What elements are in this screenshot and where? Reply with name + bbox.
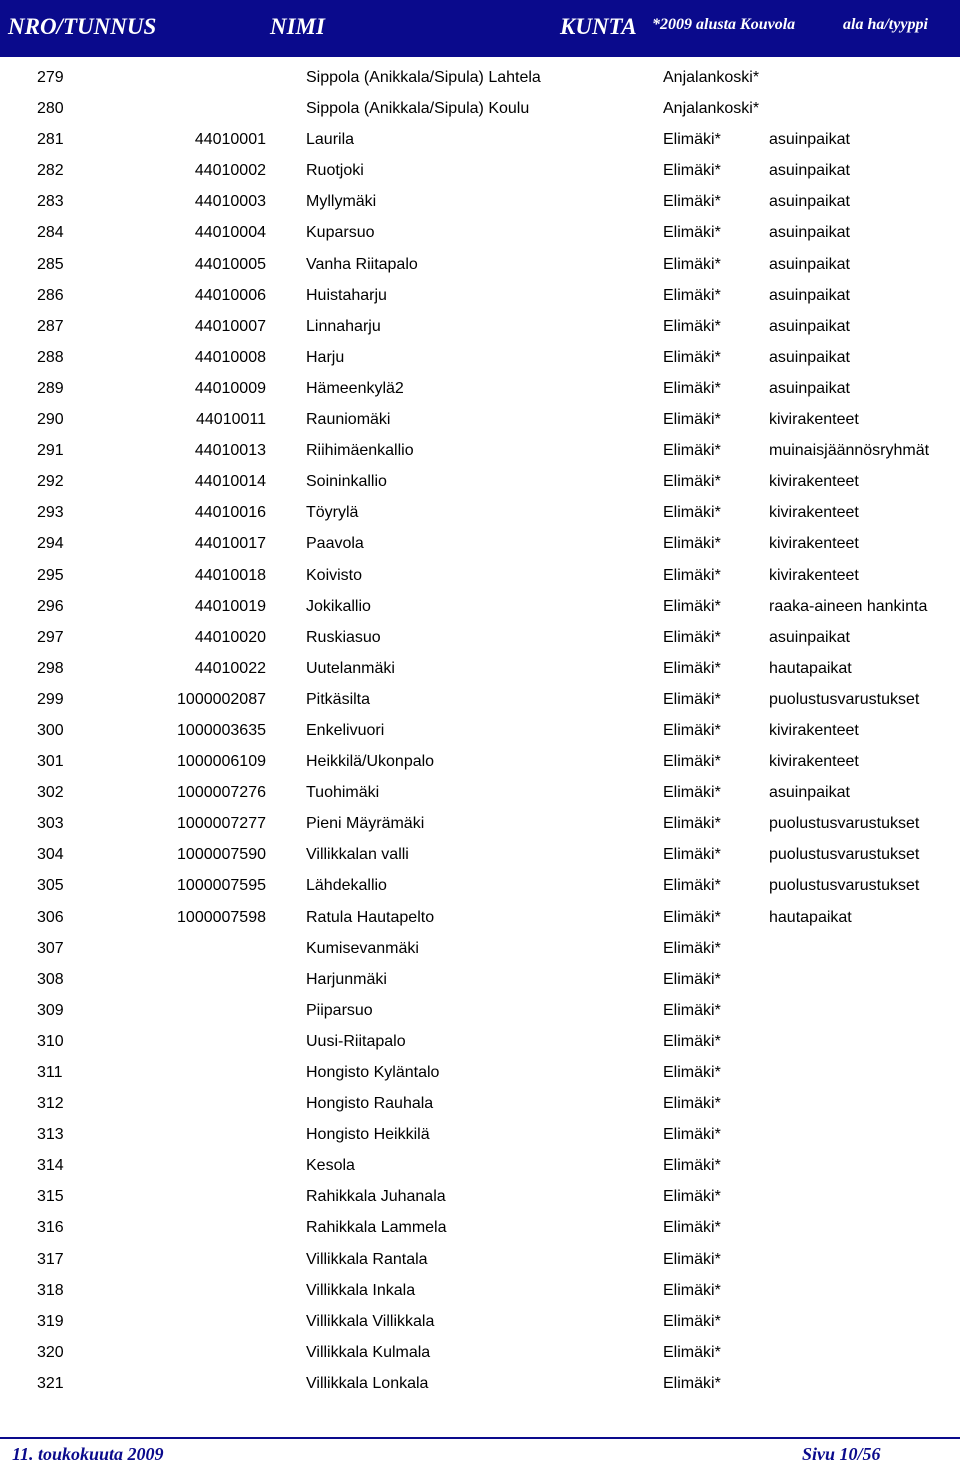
municipality: Elimäki* [663, 473, 721, 491]
site-name: Piiparsuo [306, 1001, 373, 1019]
site-name: Hongisto Heikkilä [306, 1126, 430, 1144]
table-row [0, 466, 960, 497]
row-number: 312 [37, 1095, 64, 1113]
site-id: 44010008 [194, 348, 266, 366]
municipality: Elimäki* [663, 504, 721, 522]
municipality: Elimäki* [663, 1064, 721, 1081]
site-id: 1000007595 [177, 877, 266, 895]
row-number: 293 [37, 504, 64, 522]
site-name: Ruskiasuo [306, 628, 381, 646]
site-name: Pitkäsilta [306, 690, 371, 708]
municipality: Elimäki* [663, 1312, 721, 1330]
site-id: 1000003635 [177, 721, 266, 739]
site-type: asuinpaikat [769, 224, 850, 242]
site-type: asuinpaikat [769, 255, 850, 273]
municipality: Elimäki* [663, 1157, 721, 1175]
site-type: hautapaikat [769, 659, 852, 677]
site-id: 44010006 [194, 286, 266, 304]
table-row [0, 435, 960, 466]
municipality: Elimäki* [663, 784, 721, 802]
row-number: 297 [37, 628, 64, 646]
municipality: Anjalankoski* [663, 100, 760, 118]
column-header-note: *2009 alusta Kouvola [652, 16, 796, 33]
row-number: 288 [37, 348, 64, 366]
site-name: Myllymäki [306, 193, 377, 211]
site-type: kivirakenteet [769, 721, 859, 739]
municipality: Elimäki* [663, 659, 721, 677]
site-list [0, 62, 960, 1399]
site-name: Sippola (Anikkala/Sipula) Lahtela [306, 69, 541, 86]
table-row [0, 715, 960, 746]
municipality: Elimäki* [663, 348, 721, 366]
site-name: Ratula Hautapelto [306, 908, 435, 926]
row-number: 302 [37, 784, 64, 802]
municipality: Elimäki* [663, 1188, 721, 1206]
site-name: Sippola (Anikkala/Sipula) Koulu [306, 100, 530, 118]
municipality: Elimäki* [663, 379, 721, 397]
table-row [0, 528, 960, 559]
row-number: 287 [37, 317, 64, 335]
column-header-nimi: NIMI [270, 14, 325, 39]
site-id: 1000002087 [177, 690, 266, 708]
row-number: 315 [37, 1188, 64, 1206]
site-id: 44010007 [194, 317, 266, 335]
site-name: Rauniomäki [306, 411, 391, 429]
table-row [0, 155, 960, 186]
footer-date: 11. toukokuuta 2009 [12, 1444, 164, 1464]
site-type: asuinpaikat [769, 286, 850, 304]
table-row [0, 870, 960, 901]
municipality: Elimäki* [663, 317, 721, 335]
row-number: 304 [37, 846, 64, 864]
site-type: puolustusvarustukset [769, 815, 920, 833]
table-row [0, 622, 960, 653]
site-id: 1000007277 [177, 815, 266, 833]
municipality: Elimäki* [663, 131, 721, 149]
site-type: kivirakenteet [769, 473, 859, 491]
municipality: Elimäki* [663, 224, 721, 242]
row-number: 285 [37, 255, 64, 273]
table-row [0, 1244, 960, 1275]
row-number: 303 [37, 815, 64, 833]
table-row [0, 1337, 960, 1368]
municipality: Elimäki* [663, 753, 721, 771]
site-type: asuinpaikat [769, 317, 850, 335]
row-number: 283 [37, 193, 64, 211]
row-number: 321 [37, 1374, 64, 1392]
site-name: Uusi-Riitapalo [306, 1032, 406, 1050]
municipality: Elimäki* [663, 255, 721, 273]
table-row [0, 217, 960, 248]
site-name: Uutelanmäki [306, 659, 395, 677]
site-id: 44010004 [194, 224, 266, 242]
row-number: 314 [37, 1157, 64, 1175]
site-name: Ruotjoki [306, 162, 364, 180]
site-id: 1000006109 [177, 753, 266, 771]
site-type: asuinpaikat [769, 348, 850, 366]
site-name: Villikkala Villikkala [306, 1312, 435, 1330]
table-row [0, 933, 960, 964]
site-type: kivirakenteet [769, 535, 859, 553]
table-row [0, 1306, 960, 1337]
municipality: Elimäki* [663, 442, 721, 460]
row-number: 281 [37, 131, 64, 149]
site-type: kivirakenteet [769, 504, 859, 522]
site-name: Lähdekallio [306, 877, 387, 895]
page-number: Sivu 10/56 [802, 1444, 881, 1464]
row-number: 305 [37, 877, 64, 895]
site-id: 44010005 [194, 255, 266, 273]
site-name: Linnaharju [306, 317, 381, 335]
site-type: asuinpaikat [769, 628, 850, 646]
table-row [0, 591, 960, 622]
column-header-tyyppi: ala ha/tyyppi [843, 16, 928, 33]
site-name: Harjunmäki [306, 970, 387, 988]
table-row [0, 404, 960, 435]
site-name: Kumisevanmäki [306, 939, 419, 957]
site-type: asuinpaikat [769, 131, 850, 149]
table-row [0, 497, 960, 528]
row-number: 292 [37, 473, 64, 491]
site-name: Rahikkala Juhanala [306, 1188, 446, 1206]
row-number: 301 [37, 753, 64, 771]
page-header [0, 0, 960, 57]
site-name: Villikkalan valli [306, 846, 409, 864]
site-name: Paavola [306, 535, 364, 553]
site-id: 1000007590 [177, 846, 266, 864]
municipality: Elimäki* [663, 1126, 721, 1144]
municipality: Elimäki* [663, 411, 721, 429]
row-number: 320 [37, 1343, 64, 1361]
table-row [0, 62, 960, 93]
municipality: Elimäki* [663, 1343, 721, 1361]
table-row [0, 995, 960, 1026]
municipality: Elimäki* [663, 566, 721, 584]
site-id: 44010003 [194, 193, 266, 211]
row-number: 286 [37, 286, 64, 304]
municipality: Elimäki* [663, 690, 721, 708]
table-row [0, 249, 960, 280]
site-name: Jokikallio [306, 597, 371, 615]
site-name: Kuparsuo [306, 224, 375, 242]
site-id: 44010020 [194, 628, 266, 646]
site-type: asuinpaikat [769, 784, 850, 802]
municipality: Elimäki* [663, 970, 721, 988]
municipality: Elimäki* [663, 1374, 721, 1392]
table-row [0, 964, 960, 995]
municipality: Anjalankoski* [663, 69, 760, 86]
table-row [0, 93, 960, 124]
table-row [0, 342, 960, 373]
table-row [0, 124, 960, 155]
table-row [0, 186, 960, 217]
row-number: 318 [37, 1281, 64, 1299]
site-name: Villikkala Rantala [306, 1250, 428, 1268]
site-type: asuinpaikat [769, 193, 850, 211]
site-name: Koivisto [306, 566, 363, 584]
row-number: 291 [37, 442, 64, 460]
site-type: hautapaikat [769, 908, 852, 926]
site-name: Huistaharju [306, 286, 387, 304]
municipality: Elimäki* [663, 1032, 721, 1050]
site-name: Pieni Mäyrämäki [306, 815, 425, 833]
site-type: puolustusvarustukset [769, 690, 920, 708]
site-type: asuinpaikat [769, 162, 850, 180]
site-name: Enkelivuori [306, 721, 385, 739]
site-name: Laurila [306, 131, 355, 149]
municipality: Elimäki* [663, 721, 721, 739]
table-row [0, 902, 960, 933]
municipality: Elimäki* [663, 908, 721, 926]
site-id: 44010002 [194, 162, 266, 180]
table-row [0, 1026, 960, 1057]
row-number: 313 [37, 1126, 64, 1144]
row-number: 279 [37, 69, 64, 86]
row-number: 299 [37, 690, 64, 708]
row-number: 280 [37, 100, 64, 118]
site-type: kivirakenteet [769, 566, 859, 584]
site-name: Kesola [306, 1157, 355, 1175]
site-type: asuinpaikat [769, 379, 850, 397]
column-header-nro: NRO/TUNNUS [8, 14, 157, 39]
site-name: Tuohimäki [306, 784, 380, 802]
site-name: Riihimäenkallio [306, 442, 414, 460]
municipality: Elimäki* [663, 286, 721, 304]
site-id: 44010009 [194, 379, 266, 397]
row-number: 298 [37, 659, 64, 677]
site-name: Soininkallio [306, 473, 387, 491]
row-number: 296 [37, 597, 64, 615]
table-row [0, 1181, 960, 1212]
municipality: Elimäki* [663, 1219, 721, 1237]
municipality: Elimäki* [663, 597, 721, 615]
table-row [0, 684, 960, 715]
site-name: Töyrylä [306, 504, 359, 522]
site-name: Hämeenkylä2 [306, 379, 404, 397]
table-row [0, 1212, 960, 1243]
table-row [0, 1057, 960, 1088]
row-number: 294 [37, 535, 64, 553]
row-number: 300 [37, 721, 64, 739]
table-row [0, 1150, 960, 1181]
site-type: muinaisjäännösryhmät [769, 442, 930, 460]
municipality: Elimäki* [663, 1095, 721, 1113]
municipality: Elimäki* [663, 1281, 721, 1299]
row-number: 282 [37, 162, 64, 180]
site-id: 44010014 [194, 473, 266, 491]
row-number: 284 [37, 224, 64, 242]
site-name: Harju [306, 348, 345, 366]
municipality: Elimäki* [663, 1250, 721, 1268]
municipality: Elimäki* [663, 815, 721, 833]
table-row [0, 280, 960, 311]
row-number: 289 [37, 379, 64, 397]
site-name: Heikkilä/Ukonpalo [306, 753, 435, 771]
municipality: Elimäki* [663, 939, 721, 957]
table-row [0, 777, 960, 808]
column-header-kunta: KUNTA [560, 14, 637, 39]
site-id: 44010001 [194, 131, 266, 149]
row-number: 309 [37, 1001, 64, 1019]
table-row [0, 1119, 960, 1150]
site-name: Rahikkala Lammela [306, 1219, 447, 1237]
municipality: Elimäki* [663, 193, 721, 211]
site-type: raaka-aineen hankinta [769, 597, 928, 615]
row-number: 290 [37, 411, 64, 429]
site-id: 1000007276 [177, 784, 266, 802]
site-type: puolustusvarustukset [769, 877, 920, 895]
site-id: 44010022 [194, 659, 266, 677]
row-number: 295 [37, 566, 64, 584]
site-name: Vanha Riitapalo [306, 255, 418, 273]
page-footer [0, 1437, 960, 1470]
table-row [0, 746, 960, 777]
table-row [0, 653, 960, 684]
municipality: Elimäki* [663, 877, 721, 895]
site-id: 1000007598 [177, 908, 266, 926]
row-number: 319 [37, 1312, 64, 1330]
site-id: 44010011 [196, 411, 266, 429]
site-name: Villikkala Kulmala [306, 1343, 431, 1361]
site-name: Villikkala Lonkala [306, 1374, 429, 1392]
table-row [0, 839, 960, 870]
site-id: 44010016 [194, 504, 266, 522]
row-number: 317 [37, 1250, 64, 1268]
site-id: 44010017 [194, 535, 266, 553]
site-type: kivirakenteet [769, 753, 859, 771]
table-row [0, 1368, 960, 1399]
site-id: 44010018 [194, 566, 266, 584]
municipality: Elimäki* [663, 628, 721, 646]
site-type: puolustusvarustukset [769, 846, 920, 864]
row-number: 307 [37, 939, 64, 957]
table-row [0, 1275, 960, 1306]
table-row [0, 560, 960, 591]
row-number: 316 [37, 1219, 64, 1237]
row-number: 311 [37, 1064, 63, 1081]
site-name: Hongisto Rauhala [306, 1095, 434, 1113]
table-row [0, 373, 960, 404]
site-name: Hongisto Kyläntalo [306, 1064, 440, 1081]
municipality: Elimäki* [663, 846, 721, 864]
site-type: kivirakenteet [769, 411, 859, 429]
row-number: 308 [37, 970, 64, 988]
site-id: 44010013 [194, 442, 266, 460]
municipality: Elimäki* [663, 162, 721, 180]
site-name: Villikkala Inkala [306, 1281, 416, 1299]
municipality: Elimäki* [663, 535, 721, 553]
municipality: Elimäki* [663, 1001, 721, 1019]
row-number: 310 [37, 1032, 64, 1050]
table-row [0, 808, 960, 839]
row-number: 306 [37, 908, 64, 926]
table-row [0, 311, 960, 342]
table-row [0, 1088, 960, 1119]
site-id: 44010019 [194, 597, 266, 615]
